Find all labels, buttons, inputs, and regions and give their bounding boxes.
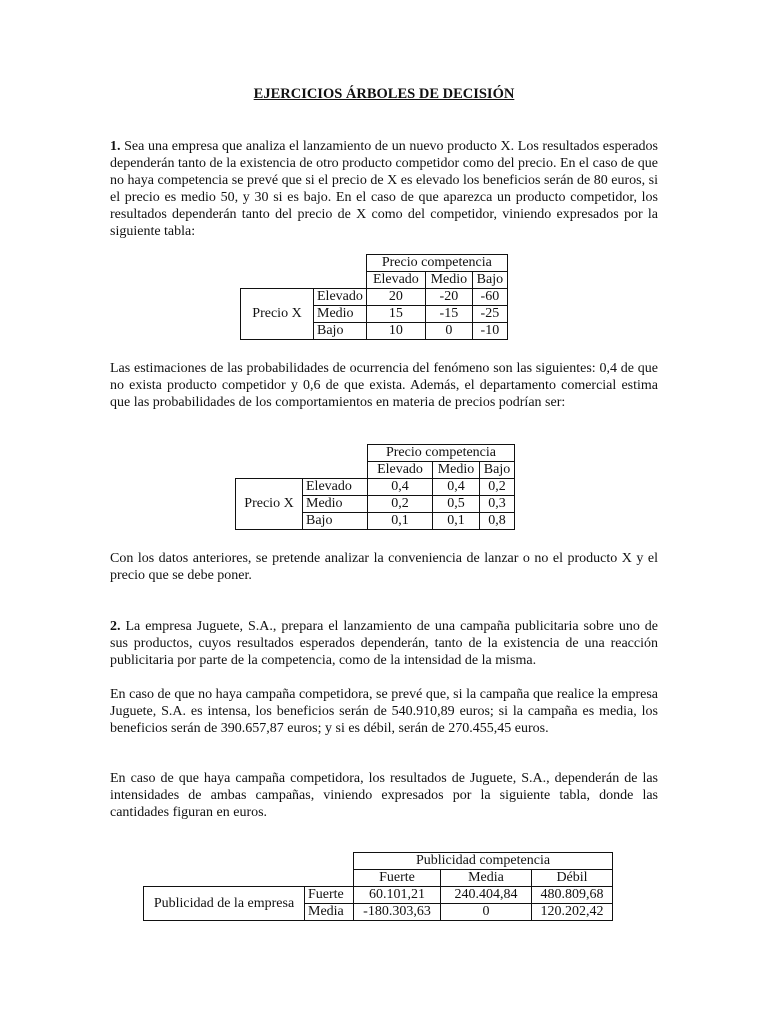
table-cell: 20 xyxy=(366,289,425,306)
table-cell: -10 xyxy=(472,323,507,340)
table-cell: 480.809,68 xyxy=(532,887,613,904)
exercise-1-probabilities-text: Las estimaciones de las probabilidades de ocurrencia del fenómeno son las siguientes: 0,4 de que no exista producto competidor y 0,6 de que exista. Además, el departamento comercial estima que las probabilidades de los comportamientos en materia de precios podrían ser: xyxy=(110,361,658,410)
table-1-col: Bajo xyxy=(472,272,507,289)
table-cell: 0,2 xyxy=(368,496,433,513)
table-1-row-header: Medio xyxy=(314,306,367,323)
table-cell: -20 xyxy=(425,289,472,306)
table-cell: 10 xyxy=(366,323,425,340)
table-2-col: Bajo xyxy=(480,462,515,479)
exercise-2-number: 2. xyxy=(110,619,121,634)
table-2-col: Medio xyxy=(433,462,480,479)
table-cell: 0 xyxy=(441,904,532,921)
table-1-row-header: Bajo xyxy=(314,323,367,340)
table-cell: 0,2 xyxy=(480,479,515,496)
table-cell: -15 xyxy=(425,306,472,323)
table-cell: -180.303,63 xyxy=(354,904,441,921)
exercise-2-text: La empresa Juguete, S.A., prepara el lanzamiento de una campaña publicitaria sobre uno de sus productos, cuyos resultados esperados dependerán, tanto de la existencia de una reacción publicitaria por parte de la competencia, como de la intensidad de la misma. xyxy=(110,619,658,668)
exercise-1-number: 1. xyxy=(110,139,121,154)
table-2-row-header: Bajo xyxy=(303,513,368,530)
table-1-col: Medio xyxy=(425,272,472,289)
table-cell: 0,4 xyxy=(368,479,433,496)
table-1-header: Precio competencia xyxy=(366,255,507,272)
table-cell: 0,3 xyxy=(480,496,515,513)
table-cell: -25 xyxy=(472,306,507,323)
table-cell: -60 xyxy=(472,289,507,306)
table-3-row-label: Publicidad de la empresa xyxy=(144,887,305,921)
table-3-col: Media xyxy=(441,870,532,887)
exercise-1-conclusion: Con los datos anteriores, se pretende analizar la conveniencia de lanzar o no el producto X y el precio que se debe poner. xyxy=(110,551,658,583)
exercise-2-intro xyxy=(110,618,658,669)
table-cell: 120.202,42 xyxy=(532,904,613,921)
table-cell: 0,1 xyxy=(368,513,433,530)
table-3-advertising xyxy=(143,852,613,921)
document-title: EJERCICIOS ÁRBOLES DE DECISIÓN xyxy=(253,86,515,102)
table-3-row-header: Fuerte xyxy=(305,887,354,904)
table-2-col: Elevado xyxy=(368,462,433,479)
table-3-col: Fuerte xyxy=(354,870,441,887)
exercise-2-no-competition-text: En caso de que no haya campaña competidora, se prevé que, si la campaña que realice la empresa Juguete, S.A. es intensa, los beneficios serán de 540.910,89 euros; si la campaña es media, los beneficios serán de 390.657,87 euros; y si es débil, serán de 270.455,45 euros. xyxy=(110,687,658,736)
table-cell: 0,1 xyxy=(433,513,480,530)
exercise-1-intro xyxy=(110,138,658,240)
table-cell: 0,8 xyxy=(480,513,515,530)
exercise-1-text: Sea una empresa que analiza el lanzamiento de un nuevo producto X. Los resultados esperados dependerán tanto de la existencia de otro producto competidor como del precio. En el caso de que no haya competencia se prevé que si el precio de X es elevado los beneficios serán de 80 euros, si el precio es medio 50, y 30 si es bajo. En el caso de que aparezca un producto competidor, los resultados dependerán tanto del precio de X como del competidor, viniendo expresados por la siguiente tabla: xyxy=(110,139,658,239)
table-cell: 15 xyxy=(366,306,425,323)
table-2-row-header: Medio xyxy=(303,496,368,513)
table-cell: 60.101,21 xyxy=(354,887,441,904)
table-3-row-header: Media xyxy=(305,904,354,921)
table-3-header: Publicidad competencia xyxy=(354,853,613,870)
table-2-header: Precio competencia xyxy=(368,445,515,462)
table-1-col: Elevado xyxy=(366,272,425,289)
table-1-row-header: Elevado xyxy=(314,289,367,306)
table-cell: 240.404,84 xyxy=(441,887,532,904)
table-cell: 0,4 xyxy=(433,479,480,496)
table-1-results xyxy=(240,254,508,340)
table-1-row-label: Precio X xyxy=(241,289,314,340)
table-cell: 0,5 xyxy=(433,496,480,513)
table-cell: 0 xyxy=(425,323,472,340)
exercise-2-competition-text: En caso de que haya campaña competidora, los resultados de Juguete, S.A., dependerán de las intensidades de ambas campañas, viniendo expresados por la siguiente tabla, donde las cantidades figuran en euros. xyxy=(110,771,658,820)
table-2-row-label: Precio X xyxy=(236,479,303,530)
table-3-col: Débil xyxy=(532,870,613,887)
table-2-row-header: Elevado xyxy=(303,479,368,496)
table-2-probabilities xyxy=(235,444,515,530)
